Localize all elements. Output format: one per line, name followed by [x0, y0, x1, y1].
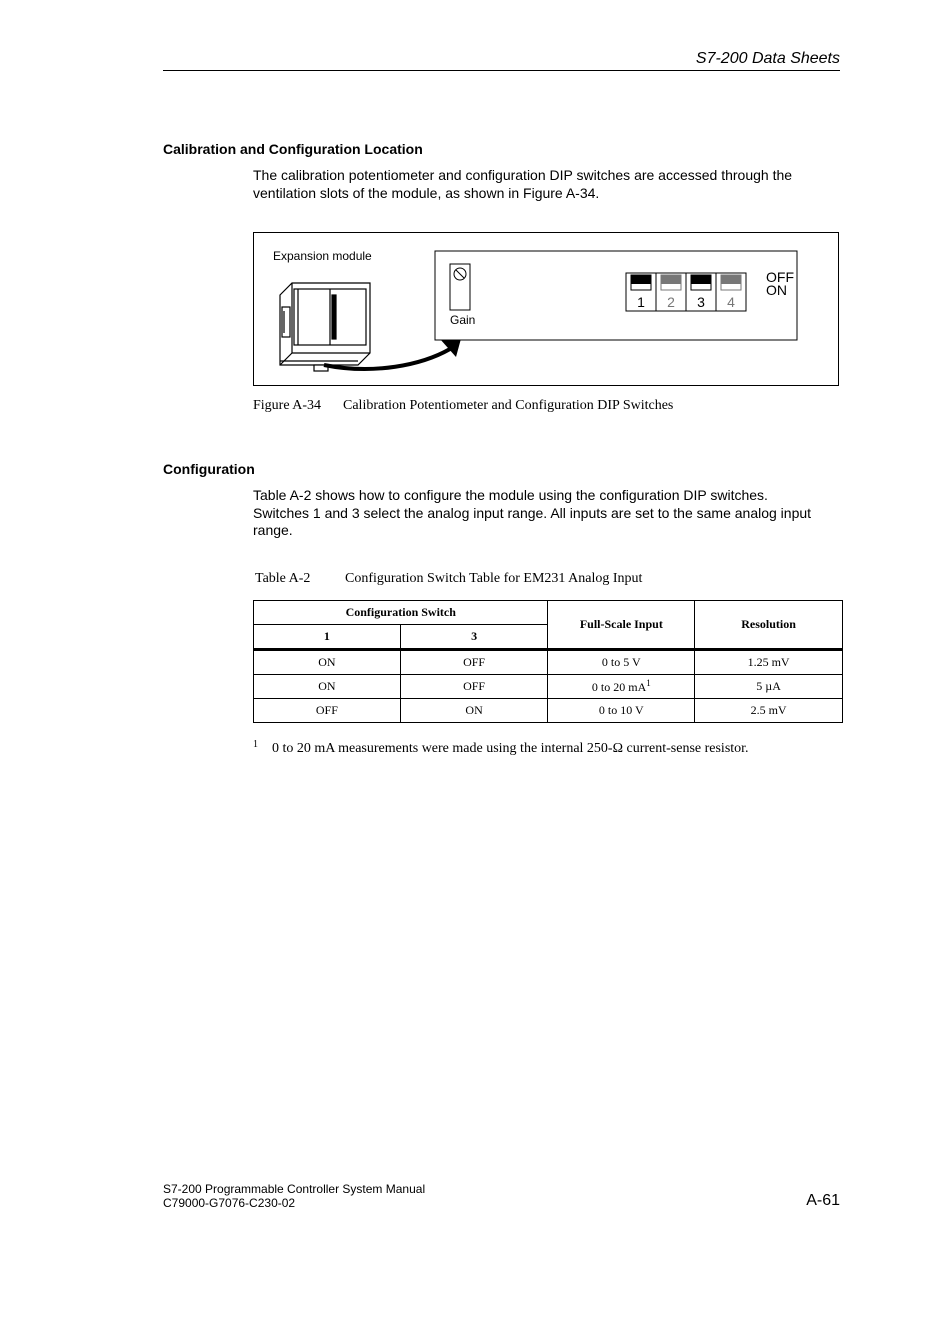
section-heading-configuration: Configuration [163, 461, 255, 477]
resolution-cell: 1.25 mV [695, 650, 843, 675]
figure-dip-switches [253, 232, 839, 386]
calibration-paragraph [253, 167, 843, 202]
table-row [254, 699, 843, 723]
switch-3-header: 3 [400, 625, 548, 650]
calibration-paragraph-line: The calibration potentiometer and configuration DIP switches are accessed through the [253, 167, 793, 183]
resolution-cell: 2.5 mV [695, 699, 843, 723]
running-header-title: S7-200 Data Sheets [695, 50, 840, 67]
on-label: ON [766, 282, 787, 298]
full-scale-input-cell [548, 650, 695, 675]
switch-3-cell: OFF [400, 650, 548, 675]
switch-number: 2 [667, 294, 675, 310]
configuration-paragraph-line: Table A-2 shows how to configure the module using the configuration DIP switches. [253, 487, 768, 503]
footer-doc-number: C79000-G7076-C230-02 [163, 1196, 296, 1210]
gain-label: Gain [450, 313, 476, 327]
full-scale-input-cell [548, 675, 695, 699]
table-row [254, 675, 843, 699]
switch-number: 4 [727, 294, 735, 310]
table-footnote [253, 741, 749, 757]
switch-1-header: 1 [254, 625, 401, 650]
input-value: 0 to 5 V [601, 655, 641, 669]
header-rule [163, 70, 840, 71]
page-number: A-61 [806, 1192, 840, 1209]
resolution-header: Resolution [695, 601, 843, 650]
switch-number: 1 [637, 294, 645, 310]
configuration-switch-table [253, 600, 843, 723]
resolution-cell: 5 µA [695, 675, 843, 699]
configuration-paragraph-line: Switches 1 and 3 select the analog input range. All inputs are set to the same analog input [253, 504, 812, 521]
footnote-text: 0 to 20 mA measurements were made using the internal 250-Ω current-sense resistor. [272, 741, 749, 756]
switch-1-cell: OFF [254, 699, 401, 723]
full-scale-input-cell [548, 699, 695, 723]
table-caption-number: Table A-2 [255, 571, 311, 586]
configuration-switch-header: Configuration Switch [254, 601, 548, 625]
potentiometer-icon [450, 264, 470, 310]
calibration-paragraph-line: ventilation slots of the module, as shown in Figure A-34. [253, 184, 600, 201]
section-heading-calibration: Calibration and Configuration Location [163, 141, 423, 157]
input-value: 0 to 10 V [598, 703, 644, 717]
switch-number: 3 [697, 294, 705, 310]
footnote-reference: 1 [646, 678, 651, 688]
figure-caption-text: Calibration Potentiometer and Configuration DIP Switches [343, 398, 674, 413]
off-label: OFF [766, 269, 794, 285]
switch-3-cell: OFF [400, 675, 548, 699]
footer-manual-info [163, 1182, 425, 1210]
switch-1-cell: ON [254, 675, 401, 699]
table-caption-text: Configuration Switch Table for EM231 Analog Input [345, 571, 643, 586]
full-scale-input-header: Full-Scale Input [548, 601, 695, 650]
switch-1-cell: ON [254, 650, 401, 675]
table-row [254, 650, 843, 675]
footnote-marker: 1 [253, 739, 258, 750]
figure-caption-number: Figure A-34 [253, 398, 322, 413]
configuration-paragraph-line: range. [253, 522, 293, 538]
expansion-module-icon [280, 283, 370, 371]
table-header-row [254, 601, 843, 625]
footer-manual-title: S7-200 Programmable Controller System Manual [163, 1182, 426, 1196]
input-value: 0 to 20 mA [591, 680, 647, 694]
configuration-paragraph [253, 487, 843, 540]
expansion-module-label: Expansion module [273, 249, 372, 263]
switch-3-cell: ON [400, 699, 548, 723]
